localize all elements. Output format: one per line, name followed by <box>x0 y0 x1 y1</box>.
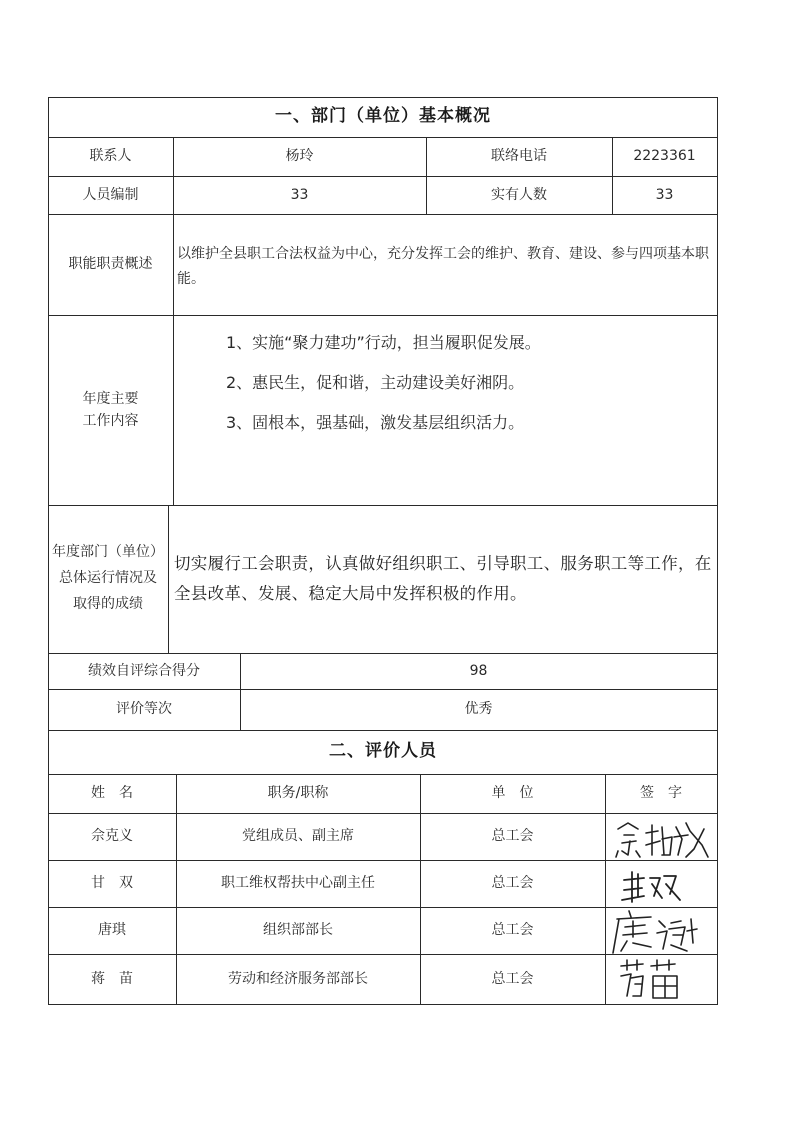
work-item-2: 2、惠民生，促和谐，主动建设美好湘阴。 <box>226 373 525 392</box>
performance-label-line1: 年度部门（单位） <box>52 544 164 561</box>
performance-label-line2: 总体运行情况及 <box>59 570 157 587</box>
evaluator-unit: 总工会 <box>491 970 534 987</box>
rule <box>168 505 169 654</box>
signature-scribble <box>607 907 707 957</box>
duties-text: 以维护全县职工合法权益为中心，充分发挥工会的维护、教育、建设、参与四项基本职能。 <box>177 246 709 287</box>
table-bottom-border <box>48 1004 718 1005</box>
work-label <box>48 315 173 505</box>
evaluator-name: 佘克义 <box>91 828 133 845</box>
performance-text: 切实履行工会职责，认真做好组织职工、引导职工、服务职工等工作，在全县改革、发展、稳定大局中发挥积极的作用。 <box>174 554 712 603</box>
signature-scribble <box>612 815 712 861</box>
grade-label: 评价等次 <box>116 701 172 718</box>
section2-title: 二、评价人员 <box>329 741 437 762</box>
evaluator-name: 唐琪 <box>98 922 126 939</box>
evaluator-unit: 总工会 <box>491 828 534 845</box>
actual-staff-label: 实有人数 <box>491 186 547 203</box>
score-value: 98 <box>469 662 488 679</box>
evaluator-name: 甘 双 <box>91 875 133 892</box>
signature-scribble <box>618 866 688 906</box>
header-signature: 签 字 <box>640 785 682 802</box>
phone-label: 联络电话 <box>491 148 547 165</box>
work-label-line1: 年度主要 <box>82 390 139 407</box>
header-name: 姓 名 <box>91 785 133 802</box>
duties-label: 职能职责概述 <box>68 256 153 273</box>
evaluator-title: 劳动和经济服务部部长 <box>228 970 368 987</box>
signature-scribble <box>615 956 685 1004</box>
evaluator-name: 蒋 苗 <box>91 970 133 987</box>
work-item-3: 3、固根本，强基础，激发基层组织活力。 <box>226 413 525 432</box>
grade-value: 优秀 <box>464 701 493 718</box>
score-label: 绩效自评综合得分 <box>88 662 200 679</box>
evaluator-title: 职工维权帮扶中心副主任 <box>221 875 375 892</box>
contact-label: 联系人 <box>89 148 132 165</box>
evaluator-title: 党组成员、副主席 <box>242 828 354 845</box>
header-title: 职务/职称 <box>267 785 329 802</box>
evaluator-unit: 总工会 <box>491 922 534 939</box>
staffing-label: 人员编制 <box>82 186 139 203</box>
performance-label <box>48 505 168 653</box>
performance-label-line3: 取得的成绩 <box>73 595 143 612</box>
actual-staff-value: 33 <box>655 186 674 203</box>
evaluator-title: 组织部部长 <box>263 922 333 939</box>
table-right-border <box>717 97 718 1005</box>
staffing-value: 33 <box>290 186 309 203</box>
contact-value: 杨玲 <box>285 148 314 165</box>
phone-value: 2223361 <box>633 148 696 165</box>
work-item-1: 1、实施“聚力建功”行动，担当履职促发展。 <box>226 333 541 352</box>
work-label-line2: 工作内容 <box>82 413 139 429</box>
section1-title: 一、部门（单位）基本概况 <box>275 106 491 127</box>
header-unit: 单 位 <box>491 785 534 802</box>
evaluator-unit: 总工会 <box>491 875 534 892</box>
